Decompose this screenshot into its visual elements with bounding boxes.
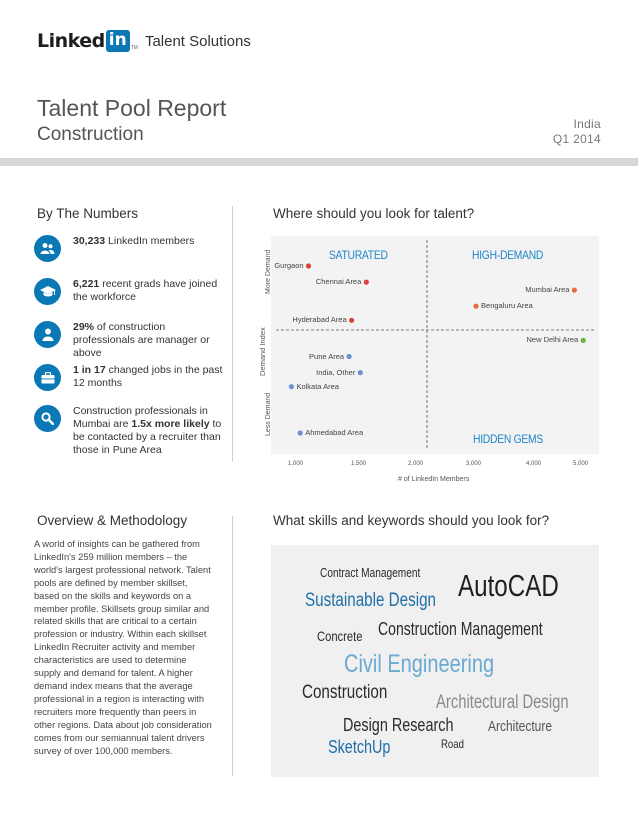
data-point bbox=[349, 318, 354, 323]
keyword-construction: Construction bbox=[302, 682, 388, 703]
stat-label: LinkedIn members bbox=[105, 235, 195, 247]
data-point bbox=[581, 338, 586, 343]
point-label: Mumbai Area bbox=[525, 285, 570, 295]
point-label: Pune Area bbox=[309, 351, 345, 361]
x-tick-label: 2,000 bbox=[408, 461, 424, 467]
logo-wordmark: Linked bbox=[37, 30, 105, 52]
logo-in-box: in bbox=[106, 30, 130, 52]
stat-value: 1.5x more likely bbox=[131, 418, 210, 430]
point-label: Chennai Area bbox=[315, 277, 362, 287]
keyword-architecture: Architecture bbox=[488, 718, 553, 735]
x-tick-label: 5,000 bbox=[573, 461, 589, 467]
data-point bbox=[298, 430, 303, 435]
data-point bbox=[572, 288, 577, 293]
y-axis-label: Demand Index bbox=[258, 327, 267, 376]
numbers-heading: By The Numbers bbox=[37, 206, 139, 221]
data-point bbox=[347, 354, 352, 359]
y-axis-label-low: Less Demand bbox=[265, 392, 272, 436]
point-label: Hyderabad Area bbox=[292, 315, 347, 325]
report-location: India bbox=[573, 117, 601, 131]
x-tick-label: 3,000 bbox=[466, 461, 482, 467]
point-label: Kolkata Area bbox=[296, 381, 339, 391]
keyword-civil-engineering: Civil Engineering bbox=[344, 650, 495, 678]
point-label: Gurgaon bbox=[274, 261, 304, 270]
overview-body: A world of insights can be gathered from LinkedIn's 259 million members – the world's largest professional network. Talent pools are defined by member skillset, based on the skills and keywords on a member profile. Skillsets group similar and related skills that are critical to a certain profession or industry. Within each skillset LinkedIn Recruiter activity and member characteristics are used to determine supply and demand for talent. A higher demand index means that the average professional in a region is interacting with recruiters more frequently than peers in other regions. Data about job consideration comes from our semiannual talent drivers survey of over 100,000 members. bbox=[34, 539, 212, 756]
quadrant-label-saturated: SATURATED bbox=[329, 248, 388, 262]
stat-label: of construction professionals are manager or above bbox=[73, 321, 210, 359]
skills-heading: What skills and keywords should you look for? bbox=[273, 513, 550, 528]
stat-value: 29% bbox=[73, 321, 95, 333]
report-quarter: Q1 2014 bbox=[552, 132, 601, 146]
stat-value: 30,233 bbox=[73, 235, 106, 247]
point-label: Bengaluru Area bbox=[481, 301, 533, 311]
x-axis-label: # of LinkedIn Members bbox=[398, 476, 470, 483]
x-tick-label: 4,000 bbox=[526, 461, 542, 467]
keyword-concrete: Concrete bbox=[317, 628, 363, 644]
overview-heading: Overview & Methodology bbox=[37, 513, 188, 528]
x-tick-label: 1,500 bbox=[351, 461, 367, 467]
data-point bbox=[473, 304, 478, 309]
keyword-road: Road bbox=[441, 737, 464, 751]
stat-value: 1 in 17 bbox=[73, 364, 106, 376]
keyword-design-research: Design Research bbox=[343, 715, 454, 735]
data-point bbox=[289, 384, 294, 389]
point-label: Ahmedabad Area bbox=[305, 428, 364, 437]
stat-label: changed jobs in the past 12 months bbox=[73, 364, 223, 389]
keyword-construction-management: Construction Management bbox=[378, 619, 543, 639]
keyword-sustainable-design: Sustainable Design bbox=[305, 590, 436, 611]
stat-label: recent grads have joined the workforce bbox=[73, 278, 218, 303]
x-tick-label: 1,000 bbox=[288, 461, 304, 467]
quadrant-label-high-demand: HIGH-DEMAND bbox=[472, 248, 544, 262]
stat-label-pre: Construction professionals in Mumbai are bbox=[73, 405, 208, 430]
talent-heading: Where should you look for talent? bbox=[273, 206, 475, 221]
keyword-autocad: AutoCAD bbox=[458, 568, 559, 603]
keyword-architectural-design: Architectural Design bbox=[436, 692, 569, 713]
data-point bbox=[306, 263, 311, 268]
logo-trademark: TM bbox=[130, 45, 138, 51]
quadrant-label-hidden-gems: HIDDEN GEMS bbox=[473, 432, 543, 446]
point-label: New Delhi Area bbox=[526, 335, 579, 345]
report-subtitle: Construction bbox=[37, 124, 144, 145]
keyword-sketchup: SketchUp bbox=[328, 737, 391, 757]
keyword-contract-management: Contract Management bbox=[320, 565, 421, 580]
data-point bbox=[358, 370, 363, 375]
stat-value: 6,221 bbox=[73, 278, 100, 290]
y-axis-label-high: More Demand bbox=[265, 249, 272, 294]
data-point bbox=[364, 280, 369, 285]
product-name: Talent Solutions bbox=[144, 32, 251, 50]
point-label: India, Other bbox=[316, 367, 356, 377]
report-title: Talent Pool Report bbox=[37, 95, 227, 121]
stat-label: to be contacted by a recruiter than those in Pune Area bbox=[73, 418, 222, 456]
